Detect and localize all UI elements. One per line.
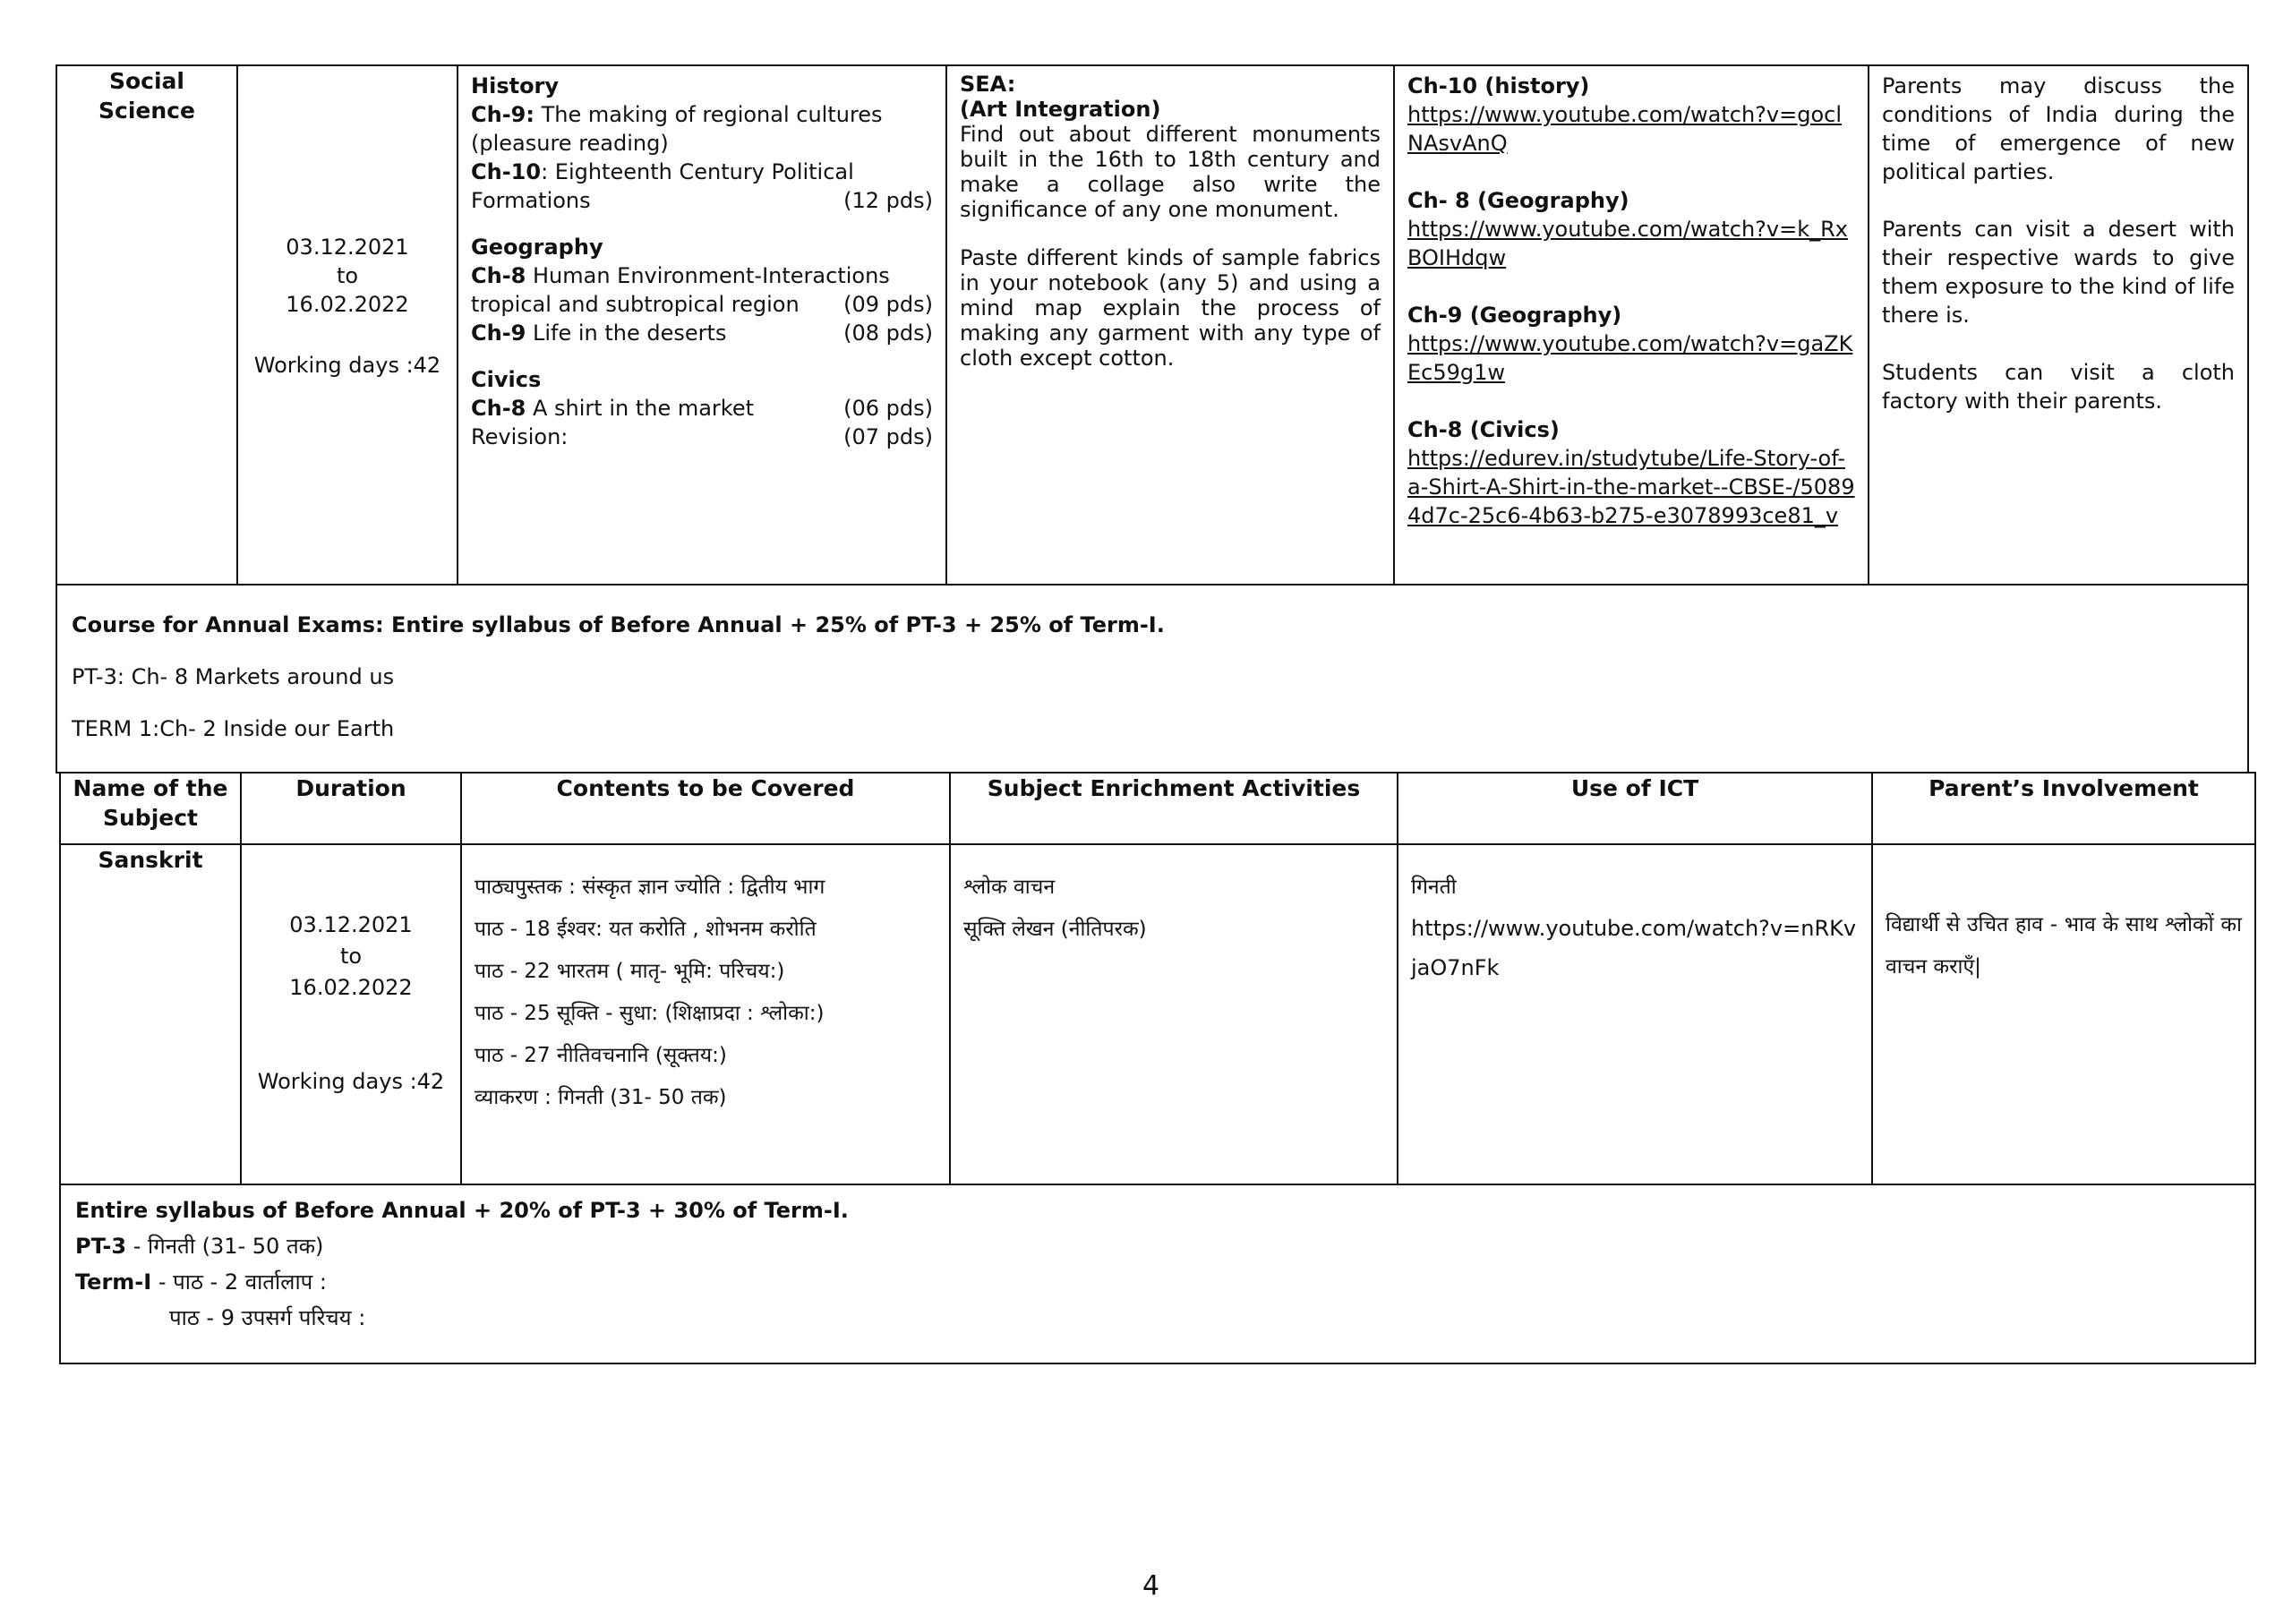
social-science-subject-cell xyxy=(56,65,237,585)
duration-from: 03.12.2021 xyxy=(289,912,413,937)
history-heading: History xyxy=(471,73,560,98)
header-ict: Use of ICT xyxy=(1398,773,1872,844)
history-ch10-sub: Formations (12 pds) xyxy=(471,188,933,213)
sanskrit-content-line: पाठ - 27 नीतिवचनानि (सूक्तय:) xyxy=(475,1044,727,1067)
sanskrit-parents-cell xyxy=(1872,844,2255,1184)
sanskrit-table xyxy=(59,772,2256,1364)
sanskrit-ict-cell xyxy=(1398,844,1872,1184)
ict-link-geo-8[interactable]: https://www.youtube.com/watch?v=k_RxBOIHdqw xyxy=(1407,217,1849,270)
ict-heading-civics: Ch-8 (Civics) xyxy=(1407,417,1560,442)
civics-heading: Civics xyxy=(471,367,542,392)
working-days: Working days :42 xyxy=(253,353,441,378)
social-science-duration-cell xyxy=(237,65,458,585)
duration-to-word: to xyxy=(336,263,359,288)
social-science-parents-cell xyxy=(1869,65,2248,585)
annual-pt3-line: PT-3: Ch- 8 Markets around us xyxy=(72,664,395,689)
duration-from: 03.12.2021 xyxy=(286,235,409,260)
header-enrichment: Subject Enrichment Activities xyxy=(950,773,1398,844)
subject-name: Social Science xyxy=(98,68,195,124)
header-subject: Name of the Subject xyxy=(60,773,241,844)
sanskrit-content-line: पाठ्यपुस्तक : संस्कृत ज्ञान ज्योति : द्वितीय भाग xyxy=(475,876,825,899)
annual-course-cell xyxy=(56,585,2248,773)
ict-link-history[interactable]: https://www.youtube.com/watch?v=goclNAsvAnQ xyxy=(1407,102,1843,156)
art-integration-heading: (Art Integration) xyxy=(960,97,1161,122)
sanskrit-subject-cell xyxy=(60,844,241,1184)
enrichment-activity-2: Paste different kinds of sample fabrics in your notebook (any 5) and using a mind map explain the process of making any garment with any type of cloth except cotton. xyxy=(960,245,1381,371)
social-science-contents-cell xyxy=(458,65,946,585)
ict-link-civics[interactable]: https://edurev.in/studytube/Life-Story-of-a-Shirt-A-Shirt-in-the-market--CBSE-/50894d7c-25c6-4b63-b275-e3078993ce81_v xyxy=(1407,446,1855,528)
enrichment-item: श्लोक वाचन xyxy=(963,876,1056,899)
page-number: 4 xyxy=(1142,1570,1160,1602)
sanskrit-content-line: पाठ - 22 भारतम ( मातृ- भूमि: परिचय:) xyxy=(475,960,785,983)
enrichment-item: सूक्ति लेखन (नीतिपरक) xyxy=(963,918,1147,941)
history-ch9-sub: (pleasure reading) xyxy=(471,131,669,156)
ict-heading-geo-8: Ch- 8 (Geography) xyxy=(1407,188,1629,213)
geography-ch9: Ch-9 Life in the deserts (08 pds) xyxy=(471,321,933,346)
sanskrit-duration-cell xyxy=(241,844,461,1184)
ict-heading-history: Ch-10 (history) xyxy=(1407,73,1590,98)
geography-ch8: Ch-8 Human Environment-Interactions xyxy=(471,263,890,288)
parents-note-1: Parents may discuss the conditions of India during the time of emergence of new political parties. xyxy=(1882,73,2235,184)
sea-heading: SEA: xyxy=(960,72,1016,97)
duration-to: 16.02.2022 xyxy=(286,292,409,317)
history-ch9: Ch-9: The making of regional cultures xyxy=(471,102,883,127)
sanskrit-course-cell xyxy=(60,1184,2255,1363)
geography-heading: Geography xyxy=(471,235,603,260)
social-science-enrichment-cell xyxy=(946,65,1394,585)
annual-term1-line: TERM 1:Ch- 2 Inside our Earth xyxy=(72,716,395,741)
header-duration: Duration xyxy=(241,773,461,844)
geography-ch8-sub: tropical and subtropical region (09 pds) xyxy=(471,292,933,317)
sanskrit-content-line: पाठ - 25 सूक्ति - सुधा: (शिक्षाप्रदा : श्लोका:) xyxy=(475,1002,825,1025)
ict-link[interactable]: https://www.youtube.com/watch?v=nRKvjaO7nFk xyxy=(1411,916,1857,980)
social-science-table xyxy=(56,64,2249,774)
parents-note-3: Students can visit a cloth factory with their parents. xyxy=(1882,360,2235,414)
parents-note-2: Parents can visit a desert with their respective wards to give them exposure to the kind of life there is. xyxy=(1882,217,2235,328)
header-contents: Contents to be Covered xyxy=(461,773,950,844)
enrichment-activity-1: Find out about different monuments built in the 16th to 18th century and make a collage also write the significance of any one monument. xyxy=(960,122,1381,222)
parents-note: विद्यार्थी से उचित हाव - भाव के साथ श्लोकों का वाचन कराएँ| xyxy=(1886,913,2242,979)
sanskrit-term1-line: Term-I - पाठ - 2 वार्तालाप : xyxy=(75,1269,328,1295)
history-ch10: Ch-10: Eighteenth Century Political xyxy=(471,159,854,184)
ict-heading: गिनती xyxy=(1411,876,1457,899)
sanskrit-content-line: पाठ - 18 ईश्वर: यत करोति , शोभनम करोति xyxy=(475,918,817,941)
annual-course-line: Course for Annual Exams: Entire syllabus of Before Annual + 25% of PT-3 + 25% of Term-I. xyxy=(72,612,1165,637)
duration-to-word: to xyxy=(339,944,363,969)
sanskrit-course-line: Entire syllabus of Before Annual + 20% of PT-3 + 30% of Term-I. xyxy=(75,1198,849,1223)
civics-ch8: Ch-8 A shirt in the market (06 pds) xyxy=(471,396,933,421)
sanskrit-content-line: व्याकरण : गिनती (31- 50 तक) xyxy=(475,1086,727,1109)
ict-link-geo-9[interactable]: https://www.youtube.com/watch?v=gaZKEc59g1w xyxy=(1407,331,1853,385)
sanskrit-term1-line-2: पाठ - 9 उपसर्ग परिचय : xyxy=(169,1305,366,1330)
working-days: Working days :42 xyxy=(257,1069,445,1094)
sanskrit-pt3-line: PT-3 - गिनती (31- 50 तक) xyxy=(75,1234,324,1259)
sanskrit-enrichment-cell xyxy=(950,844,1398,1184)
ict-heading-geo-9: Ch-9 (Geography) xyxy=(1407,303,1622,328)
duration-to: 16.02.2022 xyxy=(289,975,413,1000)
social-science-ict-cell xyxy=(1394,65,1869,585)
header-parents: Parent’s Involvement xyxy=(1872,773,2255,844)
subject-name: Sanskrit xyxy=(98,847,203,873)
sanskrit-contents-cell xyxy=(461,844,950,1184)
revision-row: Revision: (07 pds) xyxy=(471,424,933,449)
